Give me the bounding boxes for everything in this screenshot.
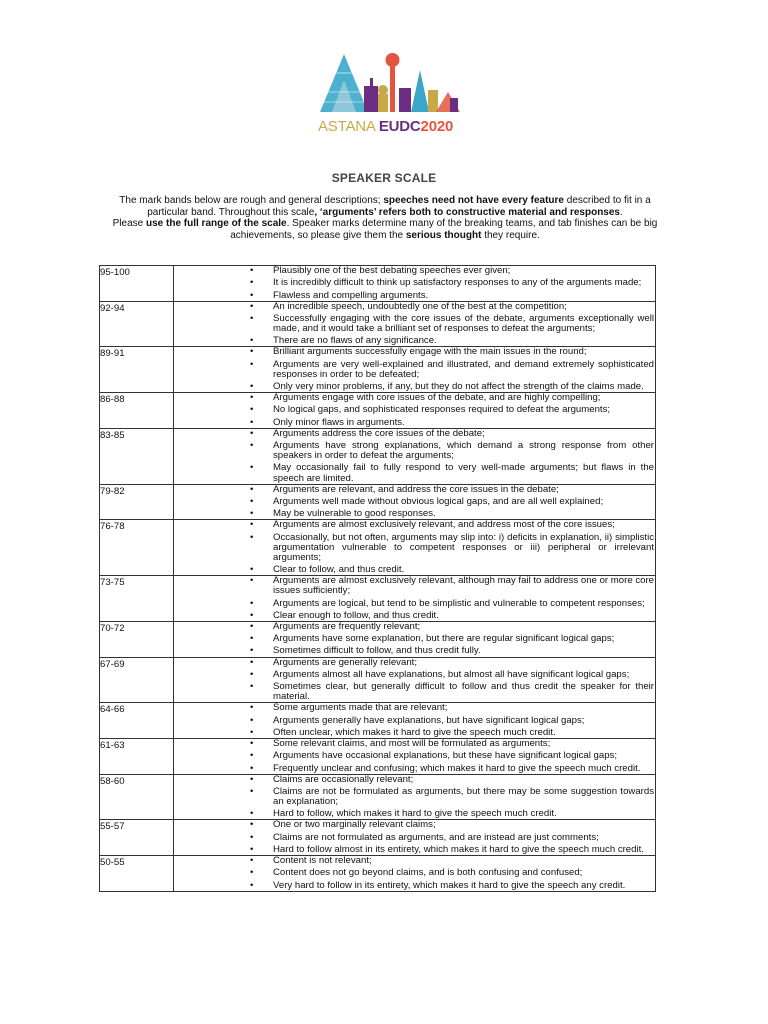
criteria-list [174,520,654,575]
criteria-list [174,393,654,428]
criteria-item: • Arguments almost all have explanations, but almost all have significant logical gaps; [174,670,654,680]
band-description [174,856,656,892]
criteria-item: • Arguments have occasional explanations, but these have significant logical gaps; [174,751,654,761]
criteria-item: • Occasionally, but not often, arguments may slip into: i) deficits in explanation, ii) simplistic argumentation vulnerable to competent responses or iii) peripheral or irrelevant arguments; [174,533,654,563]
criteria-item: • Arguments have strong explanations, which demand a strong response from other speakers in order to defeat the arguments; [174,441,654,461]
band-description [174,703,656,739]
criteria-item: • Sometimes difficult to follow, and thus credit fully. [174,646,654,656]
criteria-list [174,302,654,347]
criteria-list [174,820,654,855]
table-row [100,301,656,347]
criteria-item: • Flawless and compelling arguments. [174,291,654,301]
band-description [174,393,656,429]
table-row [100,738,656,774]
criteria-list [174,266,654,301]
criteria-list [174,703,654,738]
criteria-item: • Clear to follow, and thus credit. [174,565,654,575]
table-row [100,621,656,657]
criteria-item: • Arguments are very well-explained and illustrated, and demand extremely sophisticated responses in order to be defeated; [174,360,654,380]
table-row [100,703,656,739]
criteria-item: • Only very minor problems, if any, but they do not affect the strength of the claims made. [174,382,654,392]
criteria-item: • One or two marginally relevant claims; [174,820,654,830]
table-row [100,428,656,484]
criteria-item: • Frequently unclear and confusing; which makes it hard to give the speech much credit. [174,764,654,774]
criteria-item: • Hard to follow, which makes it hard to give the speech much credit. [174,809,654,819]
page-title: SPEAKER SCALE [331,171,437,185]
mark-band: 92-94 [100,301,174,347]
criteria-item: • Arguments generally have explanations, but have significant logical gaps; [174,716,654,726]
criteria-item: • Arguments are almost exclusively relevant, although may fail to address one or more core issues sufficiently; [174,576,654,596]
table-row [100,657,656,703]
mark-band: 61-63 [100,738,174,774]
criteria-list [174,485,654,520]
criteria-item: • Sometimes clear, but generally difficult to follow and thus credit the speaker for their material. [174,682,654,702]
logo-word-astana: ASTANA [318,118,379,135]
criteria-item: • Some arguments made that are relevant; [174,703,654,713]
band-description [174,820,656,856]
mark-band: 64-66 [100,703,174,739]
mark-band: 83-85 [100,428,174,484]
table-row [100,820,656,856]
criteria-item: • Arguments engage with core issues of the debate, and are highly compelling; [174,393,654,403]
criteria-item: • It is incredibly difficult to think up satisfactory responses to any of the arguments made; [174,278,654,288]
criteria-list [174,775,654,820]
mark-band: 86-88 [100,393,174,429]
criteria-item: • An incredible speech, undoubtedly one of the best at the competition; [174,302,654,312]
criteria-item: • There are no flaws of any significance. [174,336,654,346]
band-description [174,520,656,576]
criteria-item: • Arguments have some explanation, but there are regular significant logical gaps; [174,634,654,644]
criteria-item: • Plausibly one of the best debating speeches ever given; [174,266,654,276]
band-description [174,774,656,820]
criteria-item: • Arguments well made without obvious logical gaps, and are all well explained; [174,497,654,507]
intro-paragraph: The mark bands below are rough and general descriptions; speeches need not have every feature described to fit in a particular band. Throughout this scale, ‘arguments’ refers both to constructive material and responses. Please use the full range of the scale. Speaker marks determine many of the breaking teams, and tab finishes can be big achievements, so please give them the serious thought they require. [112,195,658,241]
criteria-item: • Arguments are relevant, and address the core issues in the debate; [174,485,654,495]
criteria-item: • Arguments are frequently relevant; [174,622,654,632]
criteria-item: • Arguments are generally relevant; [174,658,654,668]
mark-band: 79-82 [100,484,174,520]
band-description [174,301,656,347]
criteria-list [174,576,654,621]
band-description [174,347,656,393]
mark-band: 95-100 [100,266,174,302]
criteria-item: • Successfully engaging with the core issues of the debate, arguments exceptionally well made, and it would take a brilliant set of responses to defeat the arguments; [174,314,654,334]
logo-word-year: 2020 [420,118,454,135]
band-description [174,428,656,484]
mark-band: 70-72 [100,621,174,657]
criteria-item: • Claims are occasionally relevant; [174,775,654,785]
criteria-item: • Very hard to follow in its entirety, which makes it hard to give the speech any credit. [174,881,654,891]
logo-word-eudc: EUDC [378,118,421,135]
criteria-item: • Content does not go beyond claims, and is both confusing and confused; [174,868,654,878]
table-row [100,347,656,393]
scale-table-body [100,266,656,892]
criteria-item: • Claims are not formulated as arguments, and are instead are just comments; [174,833,654,843]
criteria-item: • May be vulnerable to good responses. [174,509,654,519]
criteria-item: • Arguments address the core issues of the debate; [174,429,654,439]
band-description [174,484,656,520]
criteria-item: • Hard to follow almost in its entirety, which makes it hard to give the speech much credit. [174,845,654,855]
criteria-list [174,347,654,392]
table-row [100,484,656,520]
criteria-list [174,429,654,484]
criteria-list [174,622,654,657]
table-row [100,520,656,576]
mark-band: 89-91 [100,347,174,393]
mark-band: 67-69 [100,657,174,703]
criteria-item: • Content is not relevant; [174,856,654,866]
criteria-item: • Some relevant claims, and most will be formulated as arguments; [174,739,654,749]
criteria-item: • Arguments are almost exclusively relevant, and address most of the core issues; [174,520,654,530]
band-description [174,621,656,657]
skyline-graphic [314,40,466,120]
table-row [100,856,656,892]
criteria-item: • May occasionally fail to fully respond to very well-made arguments; but flaws in the speech are limited. [174,463,654,483]
mark-band: 58-60 [100,774,174,820]
band-description [174,576,656,622]
speaker-scale-table [99,265,656,892]
criteria-item: • Only minor flaws in arguments. [174,418,654,428]
criteria-item: • Clear enough to follow, and thus credit. [174,611,654,621]
table-row [100,774,656,820]
criteria-item: • Often unclear, which makes it hard to give the speech much credit. [174,728,654,738]
table-row [100,576,656,622]
criteria-item: • Arguments are logical, but tend to be simplistic and vulnerable to competent responses; [174,599,654,609]
mark-band: 73-75 [100,576,174,622]
criteria-list [174,658,654,703]
mark-band: 50-55 [100,856,174,892]
mark-band: 55-57 [100,820,174,856]
table-row [100,393,656,429]
criteria-list [174,856,654,891]
criteria-list [174,739,654,774]
criteria-item: • No logical gaps, and sophisticated responses required to defeat the arguments; [174,405,654,415]
table-row [100,266,656,302]
band-description [174,738,656,774]
criteria-item: • Claims are not be formulated as arguments, but there may be some suggestion towards an explanation; [174,787,654,807]
band-description [174,657,656,703]
logo-text [318,118,468,135]
mark-band: 76-78 [100,520,174,576]
criteria-item: • Brilliant arguments successfully engage with the main issues in the round; [174,347,654,357]
band-description [174,266,656,302]
